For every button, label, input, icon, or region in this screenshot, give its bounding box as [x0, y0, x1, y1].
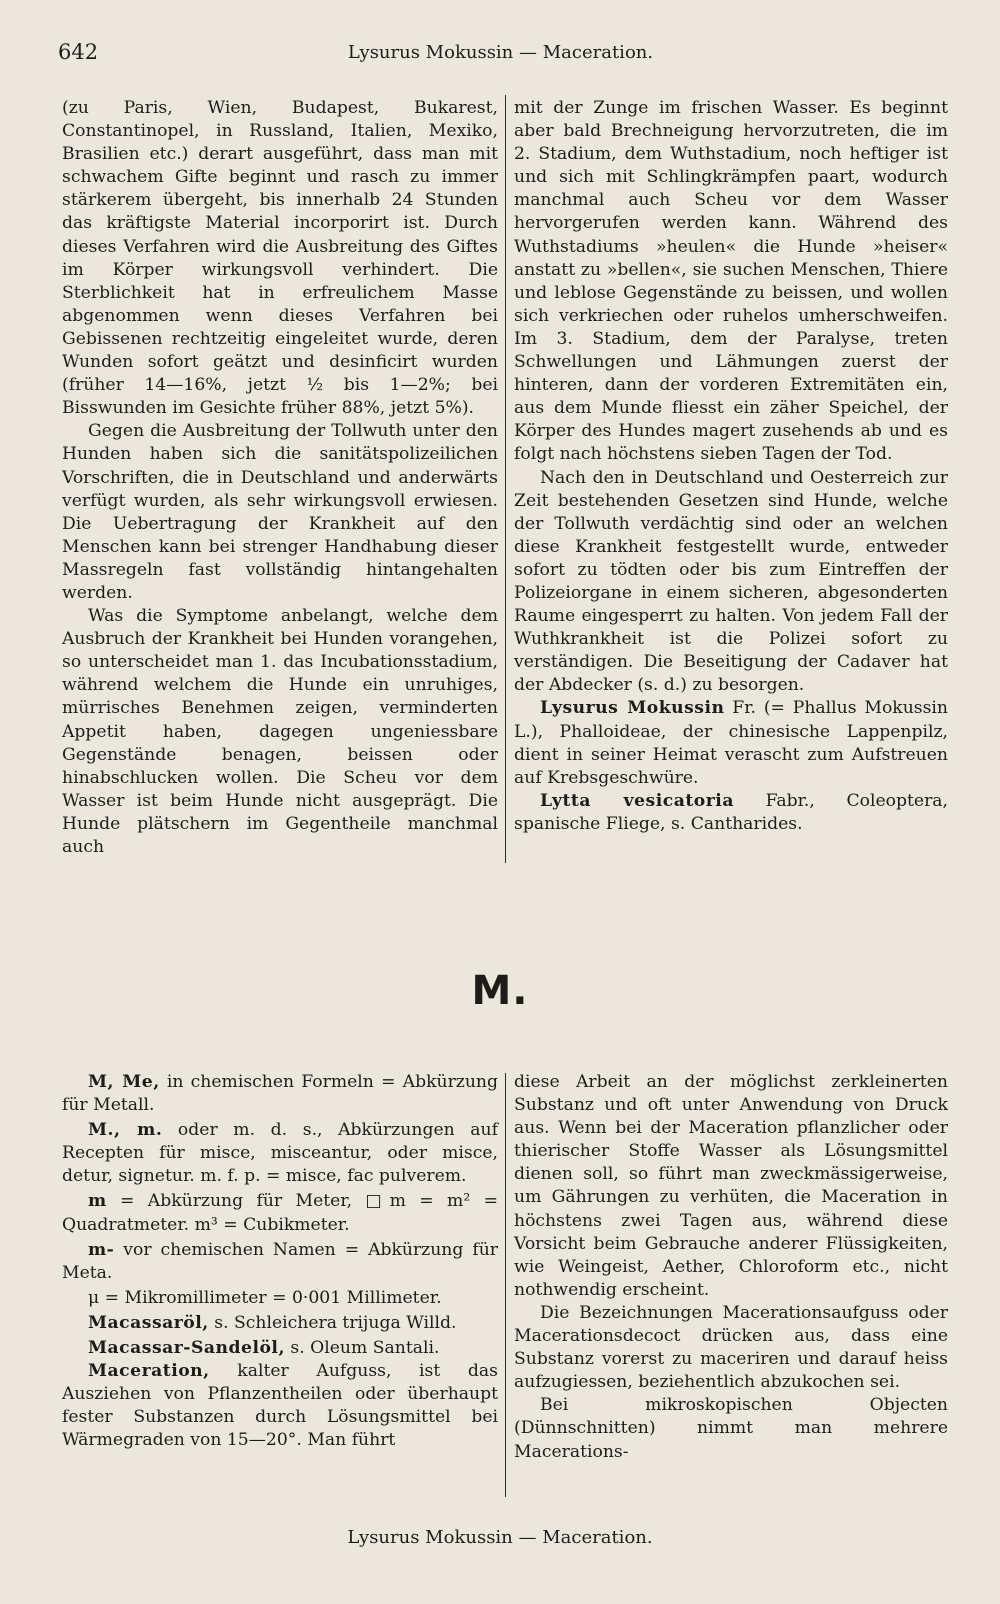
entry-text: s. Schleichera trijuga Willd. [208, 1312, 457, 1333]
entry-headword: m- [88, 1239, 115, 1260]
entry-headword: Lytta vesicatoria [540, 790, 734, 811]
entry-text: vor chemischen Namen = Abkürzung für Meta. [62, 1239, 498, 1283]
entry-text: kalter Aufguss, ist das Ausziehen von Pflanzentheilen oder überhaupt fester Substanzen durch Lösungsmittel bei Wärmegraden von 15—20°. Man führt [62, 1361, 498, 1451]
entry-text: in chemischen Formeln = Abkürzung für Metall. [62, 1072, 498, 1116]
entry-macassar-sandeloel [62, 1337, 498, 1360]
paragraph: Bei mikroskopischen Objecten (Dünnschnitten) nimmt man mehrere Macerations- [514, 1395, 948, 1462]
paragraph: Gegen die Ausbreitung der Tollwuth unter den Hunden haben sich die sanitätspolizeilichen Vorschriften, die in Deutschland und anderwärts verfügt wurden, als sehr wirkungsvoll erwiesen. Die Uebertragung der Krankheit auf den Menschen kann bei strenger Handhabung dieser Massregeln fast vollständig hintangehalten werden. [62, 421, 498, 603]
entry-m-me [62, 1071, 498, 1117]
entry-text: = Abkürzung für Meter, □m = m² = Quadratmeter. m³ = Cubikmeter. [62, 1191, 498, 1235]
paragraph: (zu Paris, Wien, Budapest, Bukarest, Constantinopel, in Russland, Italien, Mexiko, Brasilien etc.) derart ausgeführt, dass man mit schwachem Gifte beginnt und rasch zu immer stärkerem übergeht, bis innerhalb 24 Stunden das kräftigste Material incorporirt ist. Durch dieses Verfahren wird die Ausbreitung des Giftes im Körper wirkungsvoll verhindert. Die Sterblichkeit hat in erfreulichem Masse abgenommen wenn dieses Verfahren bei Gebissenen rechtzeitig eingeleitet wurde, deren Wunden sofort geätzt und desinficirt wurden (früher 14—16%, jetzt ½ bis 1—2%; bei Bisswunden im Gesichte früher 88%, jetzt 5%). [62, 98, 498, 419]
entry-headword: m [88, 1191, 107, 1212]
entry-m-meter [62, 1190, 498, 1236]
entry-text: oder m. d. s., Abkürzungen auf Recepten für misce, misceantur, oder misce, detur, signetur. m. f. p. = misce, fac pulverem. [62, 1120, 498, 1187]
column-divider [505, 95, 506, 863]
bottom-right-column [514, 1071, 948, 1464]
top-left-column [62, 97, 498, 859]
section-letter: M. [471, 968, 529, 1014]
entry-maceration [62, 1360, 498, 1452]
page-number: 642 [58, 40, 99, 64]
entry-mu [62, 1287, 498, 1310]
entry-text: Fr. (= Phallus Mokussin L.), Phalloideae, der chinesische Lappenpilz, dient in seiner Heimat verascht zum Aufstreuen auf Krebsgeschwüre. [514, 698, 948, 788]
column-divider [505, 1073, 506, 1497]
entry-text: s. Oleum Santali. [284, 1338, 440, 1359]
entry-lytta [514, 790, 948, 836]
entry-macassaroel [62, 1312, 498, 1335]
entry-m-mds [62, 1119, 498, 1188]
paragraph: mit der Zunge im frischen Wasser. Es beginnt aber bald Brechneigung hervorzutreten, die im 2. Stadium, dem Wuthstadium, noch heftiger ist und sich mit Schlingkrämpfen paart, wodurch manchmal auch Scheu vor dem Wasser hervorgerufen werden kann. Während des Wuthstadiums »heulen« die Hunde »heiser« anstatt zu »bellen«, sie suchen Menschen, Thiere und leblose Gegenstände zu beissen, und wollen sich verkriechen oder ruhelos umherschweifen. Im 3. Stadium, dem der Paralyse, treten Schwellungen und Lähmungen zuerst der hinteren, dann der vorderen Extremitäten ein, aus dem Munde fliesst ein zäher Speichel, der Körper des Hundes magert zusehends ab und es folgt nach höchstens sieben Tagen der Tod. [514, 98, 948, 465]
entry-m-meta [62, 1239, 498, 1285]
entry-headword: Macassar-Sandelöl, [88, 1338, 285, 1359]
entry-headword: Macassaröl, [88, 1312, 209, 1333]
paragraph: Die Bezeichnungen Macerationsaufguss oder Macerationsdecoct drücken aus, dass eine Substanz vorerst zu maceriren und darauf heiss aufzugiessen, beziehentlich abzukochen sei. [514, 1302, 948, 1393]
entry-headword: Lysurus Mokussin [540, 698, 725, 719]
page-header [58, 38, 943, 68]
entry-lysurus [514, 697, 948, 789]
running-title: Lysurus Mokussin — Maceration. [347, 42, 654, 63]
entry-text: μ = Mikromillimeter = 0·001 Millimeter. [88, 1287, 442, 1308]
bottom-left-column [62, 1071, 498, 1453]
paragraph: Nach den in Deutschland und Oesterreich zur Zeit bestehenden Gesetzen sind Hunde, welche der Tollwuth verdächtig sind oder an welchen diese Krankheit festgestellt wurde, entweder sofort zu tödten oder bis zum Eintreffen der Polizeiorgane in einem sicheren, abgesonderten Raume eingesperrt zu halten. Von jedem Fall der Wuthkrankheit ist die Polizei sofort zu verständigen. Die Beseitigung der Cadaver hat der Abdecker (s. d.) zu besorgen. [514, 467, 948, 696]
paragraph: diese Arbeit an der möglichst zerkleinerten Substanz und oft unter Anwendung von Druck aus. Wenn bei der Maceration pflanzlicher oder thierischer Stoffe Wasser als Lösungsmittel dienen soll, so führt man zweckmässigerweise, um Gährungen zu verhüten, die Maceration in höchstens zwei Tagen aus, während diese Vorsicht beim Gebrauche anderer Flüssigkeiten, wie Weingeist, Aether, Chloroform etc., nicht nothwendig erscheint. [514, 1072, 948, 1300]
top-right-column [514, 97, 948, 836]
entry-headword: M., m. [88, 1120, 163, 1141]
entry-headword: M, Me, [88, 1072, 160, 1092]
paragraph: Was die Symptome anbelangt, welche dem Ausbruch der Krankheit bei Hunden vorangehen, so unterscheidet man 1. das Incubationsstadium, während welchem die Hunde ein unruhiges, mürrisches Benehmen zeigen, verminderten Appetit haben, dagegen ungeniessbare Gegenstände benagen, beissen oder hinabschlucken wollen. Die Scheu vor dem Wasser ist beim Hunde nicht ausgeprägt. Die Hunde plätschern im Gegentheile manchmal auch [62, 606, 498, 857]
page-footer: Lysurus Mokussin — Maceration. [347, 1527, 653, 1548]
entry-headword: Maceration, [88, 1361, 210, 1382]
entry-text: Fabr., Coleoptera, spanische Fliege, s. Cantharides. [514, 790, 948, 834]
